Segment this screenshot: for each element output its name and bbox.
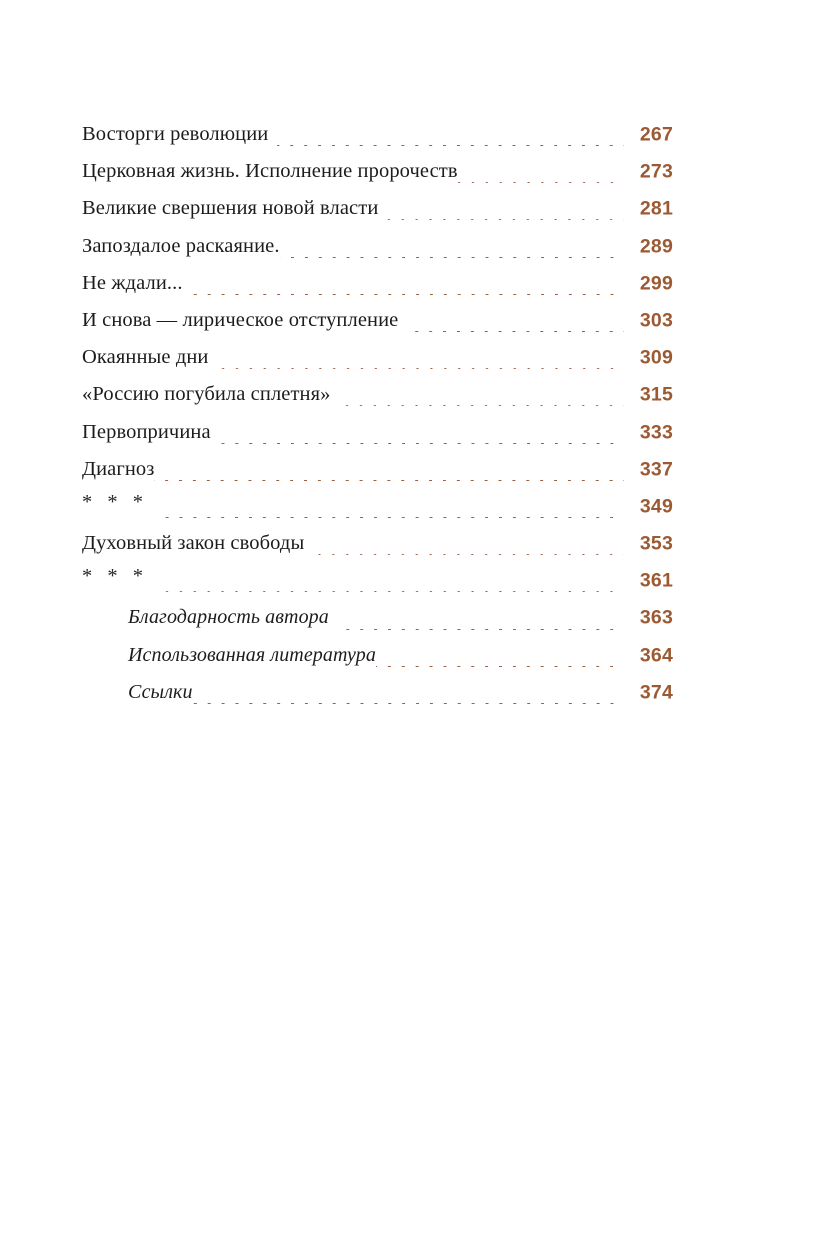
toc-entry-title: Диагноз [82,457,155,480]
toc-dot-leader [339,405,624,406]
toc-entry-page-number: 374 [639,681,673,704]
toc-dot-leader [192,294,624,295]
toc-entry-page-number: 353 [639,532,673,555]
toc-entry[interactable] [82,565,673,607]
toc-entry-title: Не ждали... [82,271,183,294]
toc-dot-leader [193,703,624,704]
toc-entry-page-number: 303 [639,309,673,332]
table-of-contents [82,124,673,719]
toc-entry[interactable] [82,384,673,421]
toc-dot-leader [376,666,624,667]
toc-entry-page-number: 309 [639,346,673,369]
toc-entry[interactable] [82,310,673,347]
toc-entry-title: Первопричина [82,420,211,443]
toc-entry[interactable] [82,682,673,719]
toc-dot-leader [280,257,624,258]
toc-dot-leader [387,219,624,220]
toc-dot-leader [277,145,624,146]
toc-entry[interactable] [82,198,673,235]
toc-dot-leader [218,368,625,369]
toc-entry-title: Ссылки [128,680,193,703]
toc-entry[interactable] [82,459,673,496]
toc-entry-page-number: 364 [639,644,673,667]
toc-entry-title: Церковная жизнь. Исполнение пророчеств [82,160,458,183]
toc-entry[interactable] [82,273,673,310]
toc-dot-leader [211,443,624,444]
toc-entry-title: Использованная литература [128,643,376,666]
toc-entry[interactable] [82,645,673,682]
toc-entry-title: Благодарность автора [128,606,329,629]
toc-entry-page-number: 363 [639,606,673,629]
toc-entry[interactable] [82,347,673,384]
toc-entry-page-number: 299 [639,272,673,295]
toc-entry[interactable] [82,490,673,533]
toc-entry-page-number: 315 [639,383,673,406]
toc-entry-page-number: 289 [639,235,673,258]
toc-entry-title: Восторги революции [82,123,269,145]
toc-entry[interactable] [82,124,673,161]
toc-entry-page-number: 349 [639,495,673,518]
toc-entry-separator: * * * [82,490,148,513]
toc-entry[interactable] [82,161,673,198]
toc-entry-page-number: 337 [639,458,673,481]
toc-entry-title: «Россию погубила сплетня» [82,383,331,406]
toc-entry[interactable] [82,422,673,459]
toc-entry[interactable] [82,607,673,644]
toc-entry-title: Окаянные дни [82,346,209,369]
toc-entry-page-number: 281 [639,197,673,220]
toc-entry-separator: * * * [82,565,148,588]
toc-dot-leader [313,554,624,555]
toc-dot-leader [407,331,624,332]
toc-entry-page-number: 267 [639,123,673,146]
toc-entry-title: Духовный закон свободы [82,532,305,555]
toc-entry-page-number: 361 [639,569,673,592]
toc-entry-title: Запоздалое раскаяние. [82,234,280,257]
toc-dot-leader [338,629,624,630]
toc-entry[interactable] [82,533,673,570]
toc-dot-leader [157,517,624,518]
toc-entry-page-number: 333 [639,421,673,443]
toc-entry[interactable] [82,236,673,273]
toc-entry-title: И снова — лирическое отступление [82,308,399,331]
toc-dot-leader [458,182,624,183]
toc-entry-title: Великие свершения новой власти [82,197,379,220]
toc-dot-leader [154,480,624,481]
toc-dot-leader [157,591,624,592]
toc-entry-page-number: 273 [639,160,673,183]
